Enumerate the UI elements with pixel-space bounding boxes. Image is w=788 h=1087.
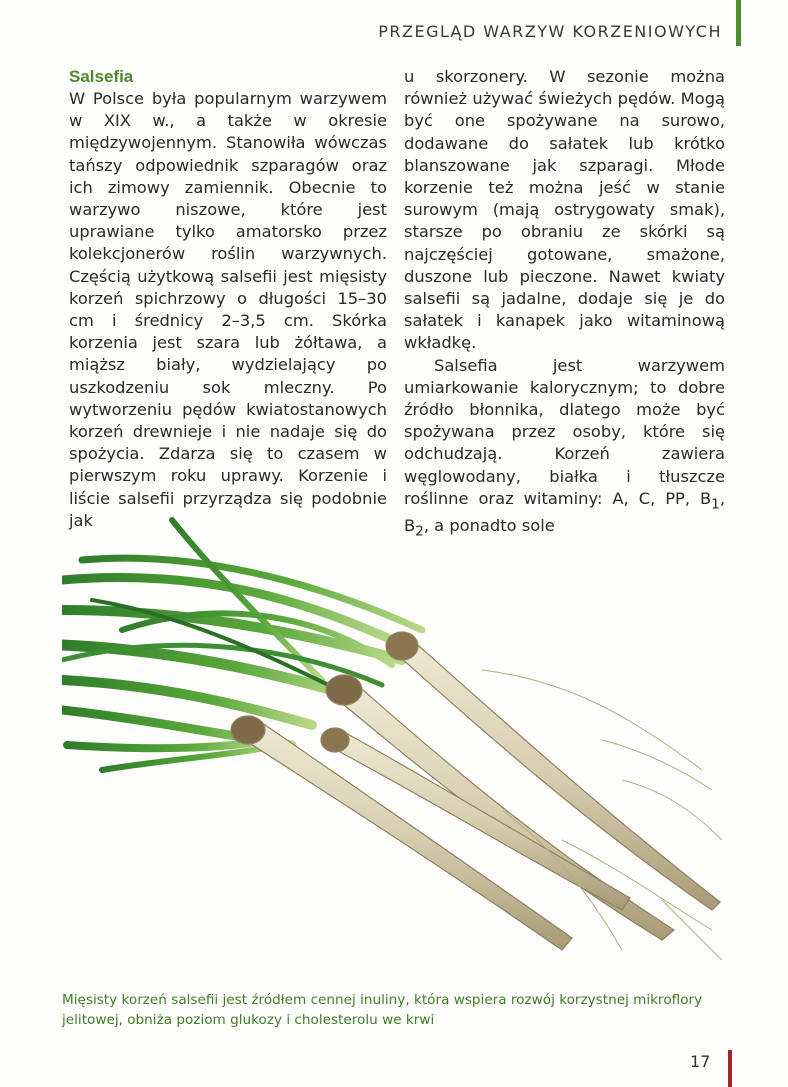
text-column-right — [404, 66, 725, 543]
salsify-roots-photo — [62, 510, 742, 975]
header-accent-bar — [736, 0, 741, 46]
body-paragraph: W Polsce była popularnym warzywem w XIX w., a także w okresie międzywojennym. Stanowiła wówczas tańszy odpowiednik szparagów oraz ich zimowy zamiennik. Obecnie to warzywo niszowe, które jest uprawiane tylko amatorsko przez kolekcjonerów roślin warzywnych. Częścią użytkową salsefii jest mięsisty korzeń spichrzowy o długości 15–30 cm i średnicy 2–3,5 cm. Skórka korzenia jest szara lub żółtawa, a miąższ biały, wydzielający po uszkodzeniu sok mleczny. Po wytworzeniu pędów kwiatostanowych korzeń drewnieje i nie nadaje się do spożycia. Zdarza się to czasem w pierwszym roku uprawy. Korzenie i liście salsefii przyrządza się podobnie jak — [69, 89, 387, 530]
nutrition-tail: , a ponadto sole — [423, 516, 555, 536]
vitamin-separator: , B — [404, 488, 725, 536]
nutrition-text: Salsefia jest warzywem umiarkowanie kalorycznym; to dobre źródło błonnika, dlatego może być spożywana przez osoby, które się odchudzają. Korzeń zawiera węglowodany, białka i tłuszcze roślinne oraz witaminy: A, C, PP, B — [404, 355, 725, 508]
subscript-1: 1 — [711, 496, 720, 513]
footer-accent-bar — [728, 1050, 732, 1087]
figure-caption: Mięsisty korzeń salsefii jest źródłem cennej inuliny, która wspiera rozwój korzystnej mikroflory jelitowej, obniża poziom glukozy i cholesterolu we krwi — [62, 992, 703, 1028]
page-number: 17 — [690, 1052, 711, 1071]
section-title: Salsefia — [69, 67, 134, 86]
body-paragraph: u skorzonery. W sezonie można również używać świeżych pędów. Mogą być one spożywane na surowo, dodawane do sałatek lub krótko blanszowane jak szparagi. Młode korzenie też można jeść w stanie surowym (mają ostrygowaty smak), starsze po obraniu ze skórki są najczęściej gotowane, smażone, duszone lub pieczone. Nawet kwiaty salsefii są jadalne, dodaje się je do sałatek i kanapek jako witaminową wkładkę. — [404, 67, 725, 353]
text-column-left — [69, 66, 387, 532]
subscript-2: 2 — [415, 523, 424, 540]
running-header: PRZEGLĄD WARZYW KORZENIOWYCH — [378, 22, 722, 41]
